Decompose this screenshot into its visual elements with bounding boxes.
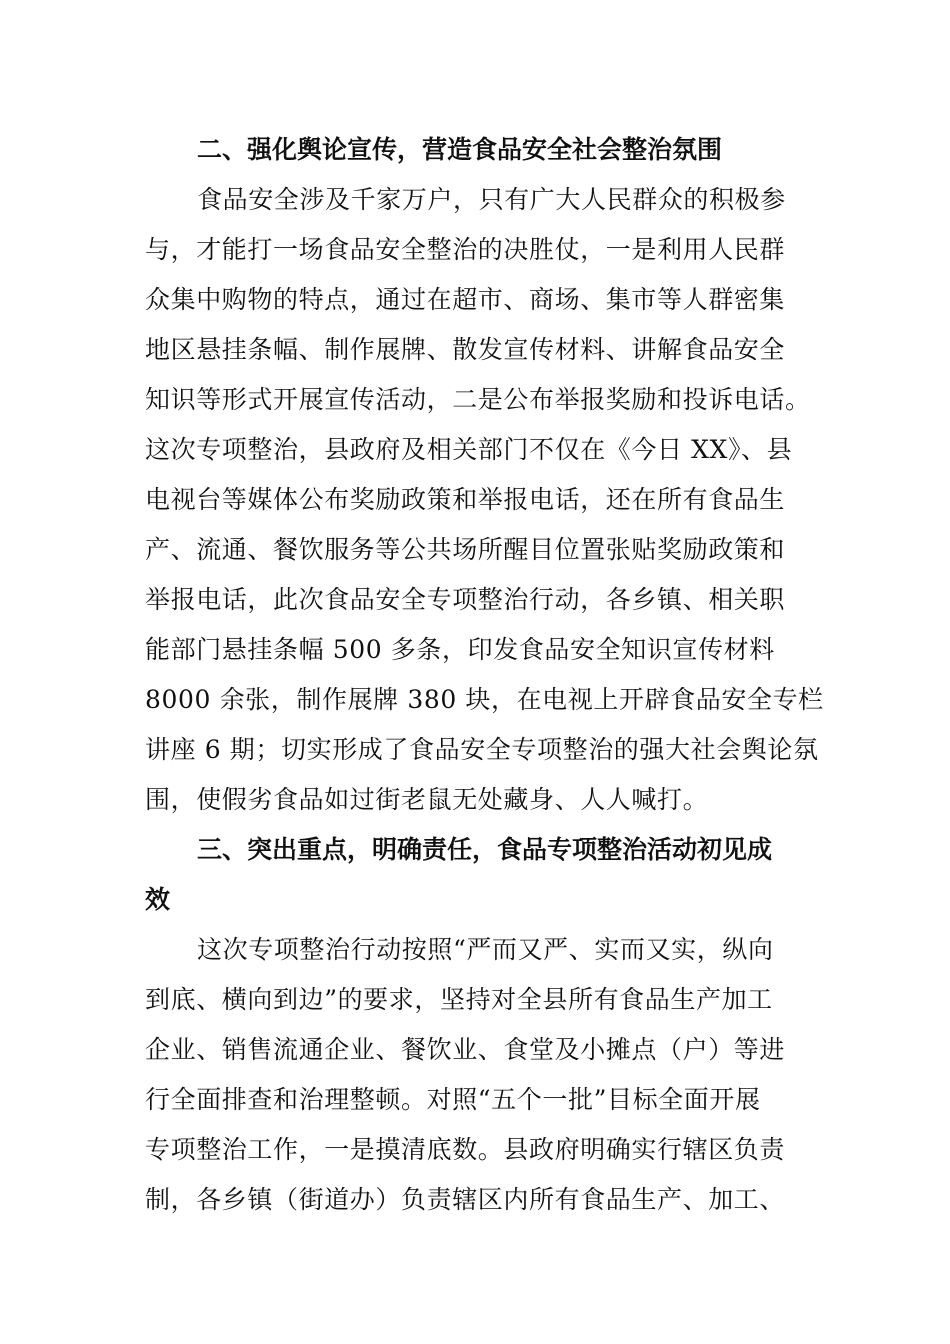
paragraph-line: 到底、横向到边”的要求，坚持对全县所有食品生产加工 [145, 985, 773, 1014]
paragraph-line: 讲座 6 期；切实形成了食品安全专项整治的强大社会舆论氛 [145, 735, 819, 764]
heading-line: 三、突出重点，明确责任，食品专项整治活动初见成 [197, 835, 773, 864]
paragraph-line: 围，使假劣食品如过街老鼠无处藏身、人人喊打。 [145, 785, 709, 814]
paragraph-line: 企业、销售流通企业、餐饮业、食堂及小摊点（户）等进 [145, 1035, 786, 1064]
paragraph-line: 产、流通、餐饮服务等公共场所醒目位置张贴奖励政策和 [145, 535, 786, 564]
paragraph-line: 这次专项整治行动按照“严而又严、实而又实，纵向 [197, 935, 774, 964]
heading-line: 效 [145, 885, 171, 914]
paragraph-line: 食品安全涉及千家万户，只有广大人民群众的积极参 [197, 185, 786, 214]
paragraph-line: 行全面排查和治理整顿。对照“五个一批”目标全面开展 [145, 1085, 761, 1114]
paragraph-line: 举报电话，此次食品安全专项整治行动，各乡镇、相关职 [145, 585, 786, 614]
section-3-heading [145, 825, 805, 925]
paragraph-line: 8000 余张，制作展牌 380 块，在电视上开辟食品安全专栏 [145, 685, 824, 714]
paragraph-line: 与，才能打一场食品安全整治的决胜仗，一是利用人民群 [145, 235, 786, 264]
paragraph-line: 专项整治工作，一是摸清底数。县政府明确实行辖区负责 [145, 1135, 786, 1164]
section-2-paragraph [145, 175, 824, 825]
document-body [145, 125, 824, 1225]
paragraph-line: 制，各乡镇（街道办）负责辖区内所有食品生产、加工、 [145, 1185, 786, 1214]
paragraph-line: 这次专项整治，县政府及相关部门不仅在《今日 XX》、县 [145, 435, 793, 464]
section-2-heading: 二、强化舆论宣传，营造食品安全社会整治氛围 [197, 135, 723, 164]
paragraph-line: 知识等形式开展宣传活动，二是公布举报奖励和投诉电话。 [145, 385, 811, 414]
paragraph-line: 能部门悬挂条幅 500 多条，印发食品安全知识宣传材料 [145, 635, 775, 664]
paragraph-line: 电视台等媒体公布奖励政策和举报电话，还在所有食品生 [145, 485, 786, 514]
paragraph-line: 众集中购物的特点，通过在超市、商场、集市等人群密集 [145, 285, 786, 314]
section-3-paragraph [145, 925, 805, 1225]
paragraph-line: 地区悬挂条幅、制作展牌、散发宣传材料、讲解食品安全 [145, 335, 786, 364]
